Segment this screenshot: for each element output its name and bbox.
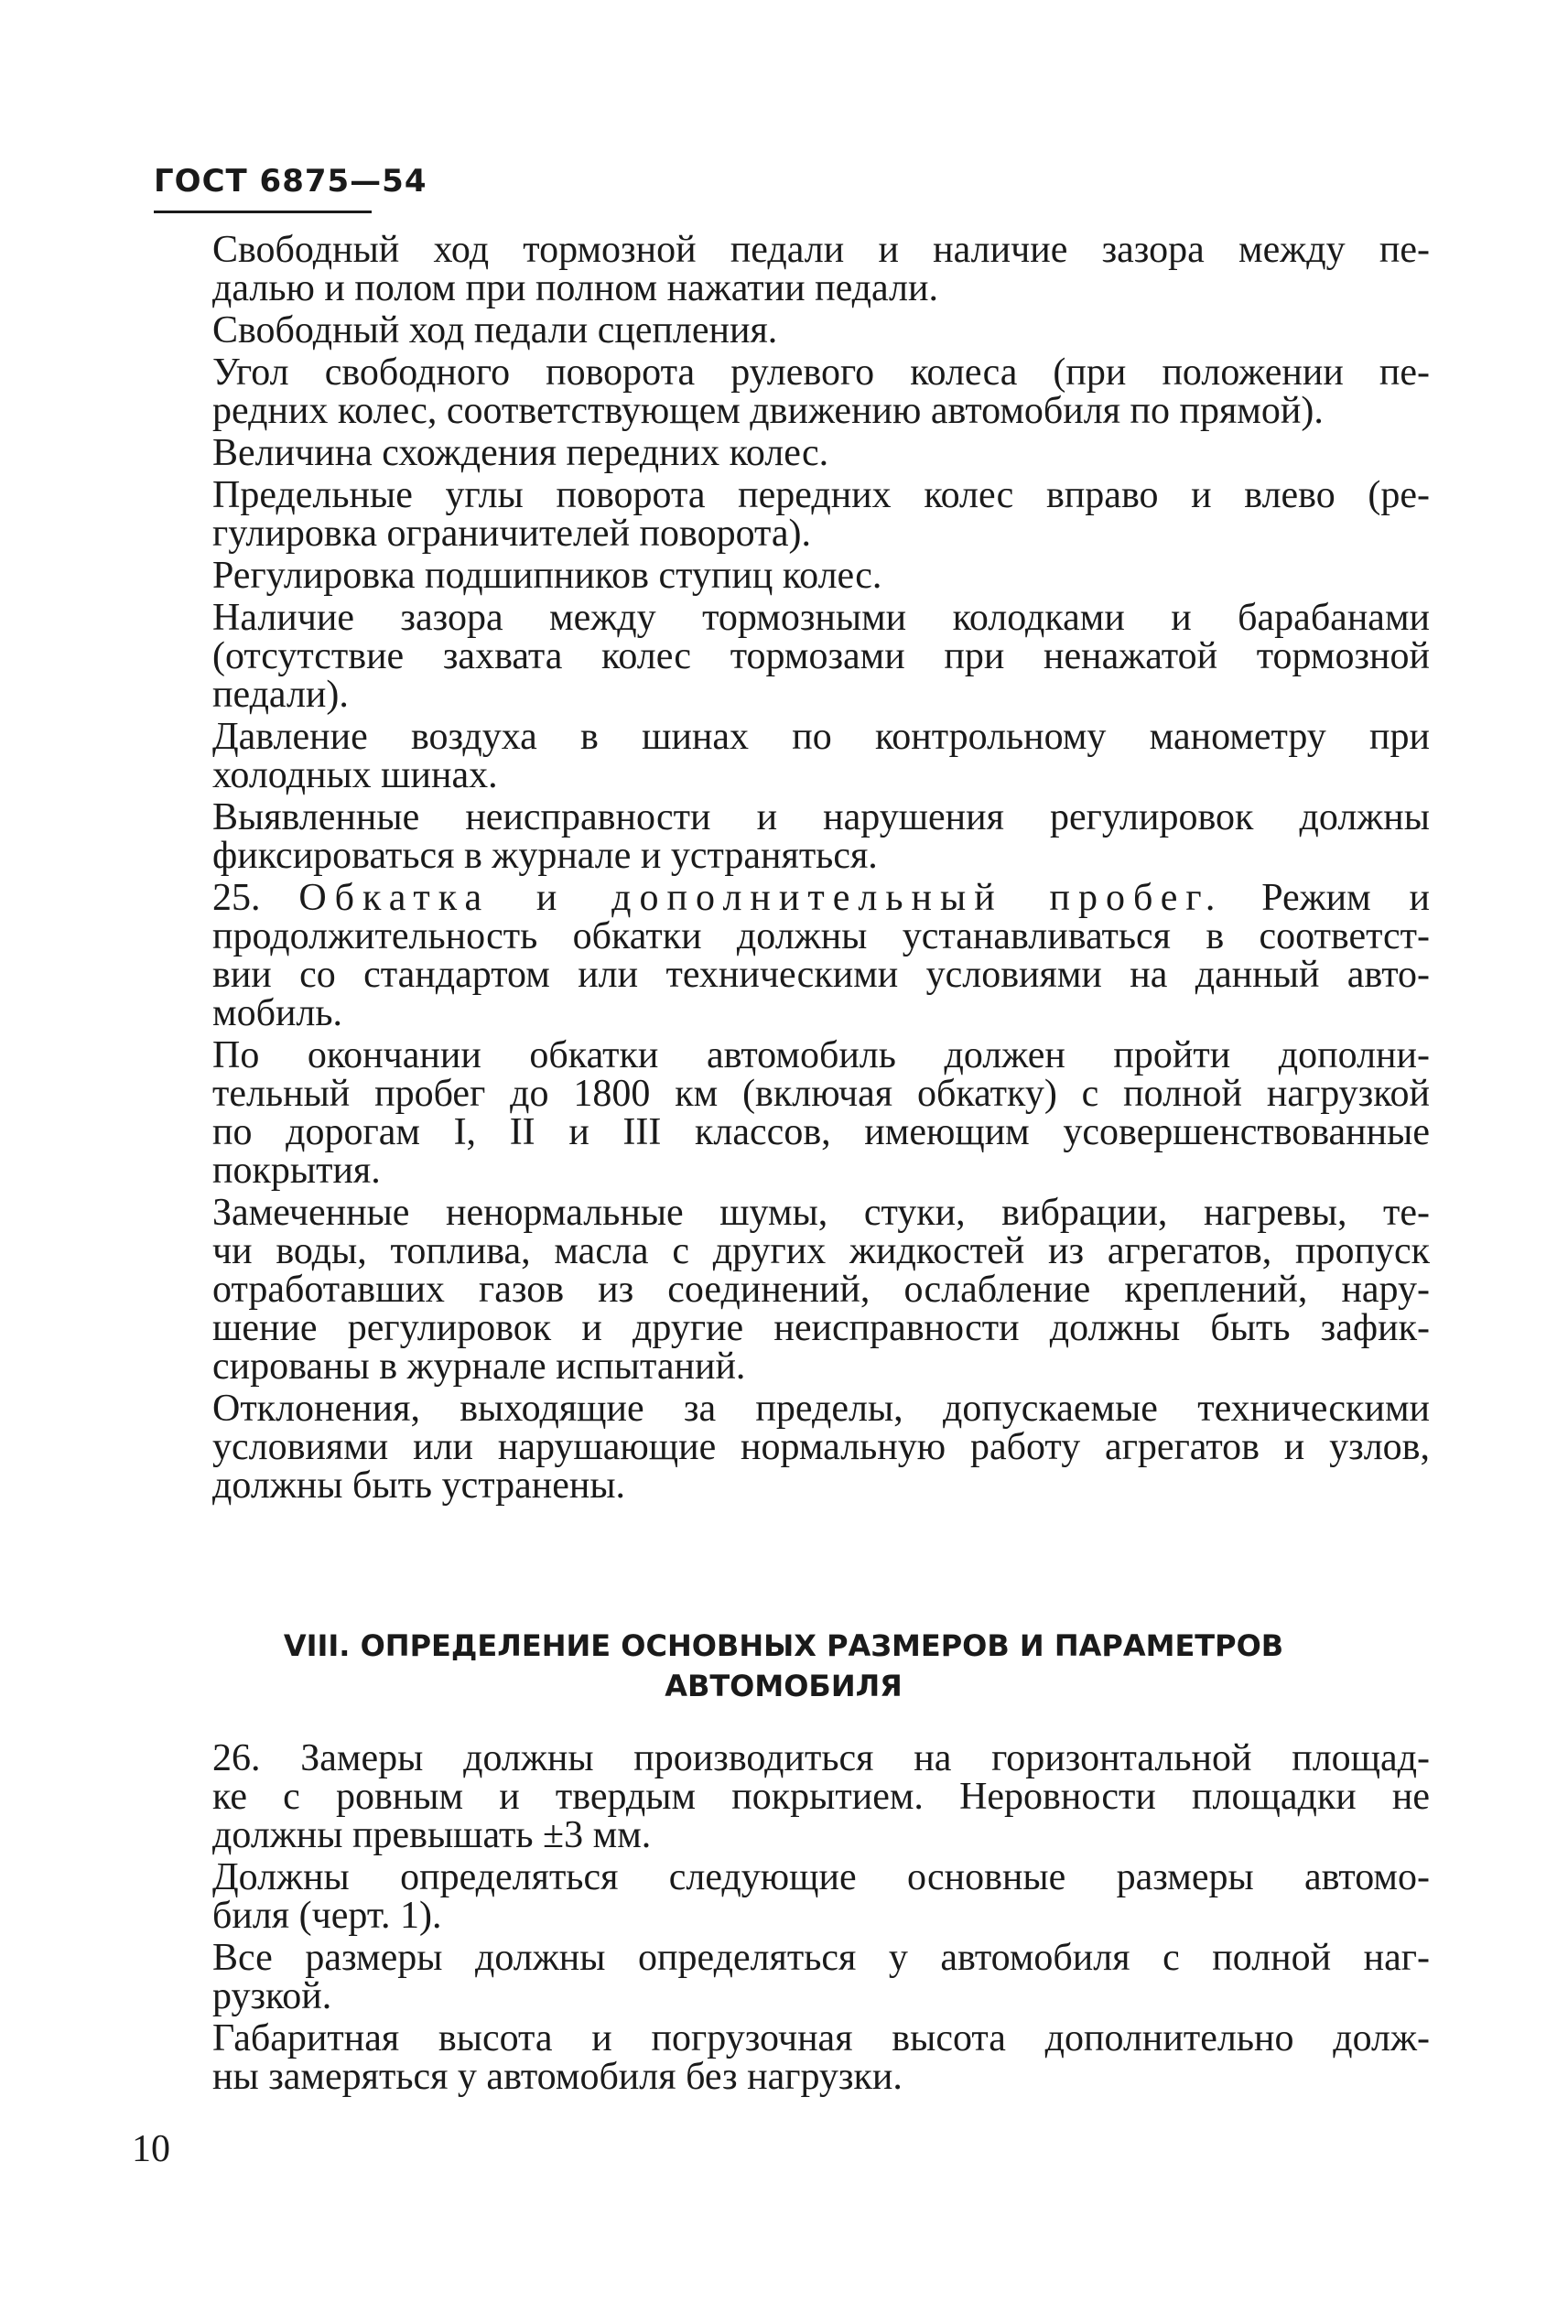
text-line: продолжительность обкатки должны устанавливаться в соответст-	[212, 915, 1430, 957]
page-number: 10	[132, 2128, 170, 2170]
text-line: Наличие зазора между тормозными колодками и барабанами	[212, 597, 1430, 639]
paragraph-section-25	[137, 879, 1430, 1032]
text-line: Замеченные ненормальные шумы, стуки, вибрации, нагревы, те-	[212, 1192, 1430, 1234]
text-line: отработавших газов из соединений, ослабление креплений, нару-	[212, 1269, 1430, 1311]
text-line: гулировка ограничителей поворота).	[212, 513, 812, 555]
text-line: Регулировка подшипников ступиц колес.	[212, 555, 882, 597]
text-line: покрытия.	[212, 1150, 381, 1192]
text-line: сированы в журнале испытаний.	[212, 1346, 746, 1388]
text-line: Отклонения, выходящие за пределы, допускаемые техническими	[212, 1388, 1430, 1430]
text-line: По окончании обкатки автомобиль должен пройти дополни-	[212, 1034, 1430, 1076]
text-line: Свободный ход педали сцепления.	[212, 309, 778, 351]
section-title-line: VIII. ОПРЕДЕЛЕНИЕ ОСНОВНЫХ РАЗМЕРОВ И ПАРАМЕТРОВ	[283, 1628, 1284, 1663]
text-line: фиксироваться в журнале и устраняться.	[212, 835, 878, 877]
paragraph	[137, 353, 1430, 430]
text-line: холодных шинах.	[212, 754, 498, 796]
text-line: ны замеряться у автомобиля без нагрузки.	[212, 2056, 903, 2098]
text-line: Давление воздуха в шинах по контрольному манометру при	[212, 716, 1430, 758]
text-line: рузкой.	[212, 1975, 332, 2017]
paragraph	[137, 1389, 1430, 1505]
text-line: далью и полом при полном нажатии педали.	[212, 267, 938, 309]
paragraph	[137, 434, 1430, 472]
text-line: условиями или нарушающие нормальную работу агрегатов и узлов,	[212, 1426, 1430, 1468]
text-line: педали).	[212, 674, 349, 716]
paragraph	[137, 1939, 1430, 2016]
text-line: должны быть устранены.	[212, 1465, 626, 1507]
body-text-lower	[137, 1739, 1430, 2100]
paragraph	[137, 798, 1430, 875]
text-line: Предельные углы поворота передних колес вправо и влево (ре-	[212, 474, 1430, 516]
section-title	[137, 1626, 1430, 1706]
paragraph	[137, 2019, 1430, 2096]
document-header: ГОСТ 6875—54	[154, 163, 427, 200]
section-number: 25.	[212, 877, 261, 919]
section-heading-rest: Режим и	[1223, 877, 1431, 919]
text-line: (отсутствие захвата колес тормозами при ненажатой тормозной	[212, 635, 1430, 677]
header-underline	[154, 211, 372, 213]
text-line: должны превышать ±3 мм.	[212, 1814, 652, 1856]
text-line: ке с ровным и твердым покрытием. Неровности площадки не	[212, 1776, 1430, 1818]
text-line: Угол свободного поворота рулевого колеса (при положении пе-	[212, 351, 1430, 394]
paragraph	[137, 1194, 1430, 1386]
text-line	[137, 879, 1430, 917]
paragraph	[137, 599, 1430, 714]
text-line: чи воды, топлива, масла с других жидкостей из агрегатов, пропуск	[212, 1230, 1430, 1272]
paragraph	[137, 311, 1430, 350]
section-heading: Обкатка и дополнительный пробег.	[298, 877, 1224, 919]
section-title-line: АВТОМОБИЛЯ	[665, 1669, 903, 1703]
paragraph	[137, 1739, 1430, 1854]
text-line: 26. Замеры должны производиться на горизонтальной площад-	[212, 1737, 1430, 1779]
paragraph	[137, 476, 1430, 553]
text-line: шение регулировок и другие неисправности должны быть зафик-	[212, 1307, 1430, 1349]
text-line: по дорогам I, II и III классов, имеющим усовершенствованные	[212, 1111, 1430, 1153]
text-line: Величина схождения передних колес.	[212, 432, 829, 474]
paragraph	[137, 1036, 1430, 1190]
paragraph	[137, 1858, 1430, 1935]
text-line: биля (черт. 1).	[212, 1895, 442, 1937]
text-line: Должны определяться следующие основные размеры автомо-	[212, 1856, 1430, 1898]
text-line: редних колес, соответствующем движению автомобиля по прямой).	[212, 390, 1324, 432]
paragraph	[137, 718, 1430, 794]
text-line: Все размеры должны определяться у автомобиля с полной наг-	[212, 1937, 1430, 1979]
paragraph	[137, 557, 1430, 595]
text-line: Габаритная высота и погрузочная высота дополнительно долж-	[212, 2017, 1430, 2059]
paragraph	[137, 231, 1430, 308]
text-line: Выявленные неисправности и нарушения регулировок должны	[212, 796, 1430, 838]
body-text-upper	[137, 231, 1430, 1508]
text-line: Свободный ход тормозной педали и наличие зазора между пе-	[212, 229, 1430, 271]
text-line: мобиль.	[212, 992, 343, 1034]
text-line: тельный пробег до 1800 км (включая обкатку) с полной нагрузкой	[212, 1073, 1430, 1115]
text-line: вии со стандартом или техническими условиями на данный авто-	[212, 954, 1430, 996]
